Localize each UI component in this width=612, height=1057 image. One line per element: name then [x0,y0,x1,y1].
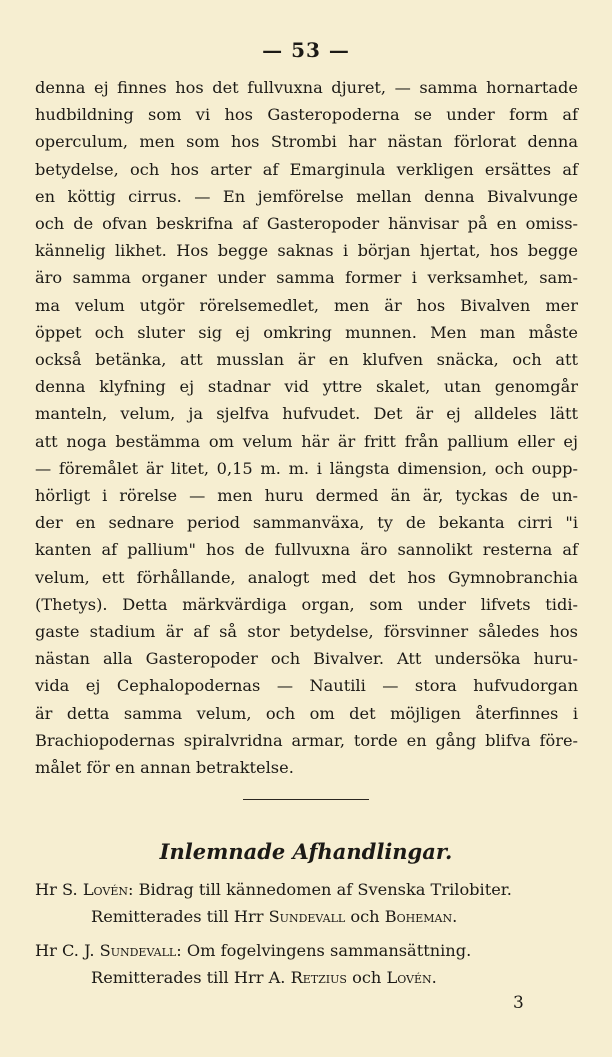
body-line: vida ej Cephalopodernas — Nautili — stora hufvudorgan [35,676,578,696]
entry-referee: Sundevall [268,907,346,927]
submission-entry [35,876,578,930]
entry-end: . [452,907,458,927]
entry-title-line [35,937,578,964]
section-divider [243,799,369,800]
entry-author: Sundevall [99,941,177,960]
body-line: velum, ett förhållande, analogt med det hos Gymnobranchia [35,567,578,587]
entry-end: . [431,968,437,988]
entry-author: Lovén [82,880,128,899]
entry-text: : Bidrag till kännedomen af Svenska Trilobiter. [128,880,512,899]
body-line: (Thetys). Detta märkvärdiga organ, som under lifvets tidi- [35,594,578,614]
page-header: — 53 — [262,38,350,62]
body-line: är detta samma velum, och om det möjligen återfinnes i [35,703,578,723]
body-line: hudbildning som vi hos Gasteropoderna se under form af [35,105,578,125]
body-line: hörligt i rörelse — men huru dermed än är, tyckas de un- [35,486,578,506]
body-line: äro samma organer under samma former i verksamhet, sam- [35,268,578,288]
body-line: också betänka, att musslan är en klufven snäcka, och att [35,350,578,370]
entry-prefix: Hr S. [35,880,83,899]
entry-text: : Om fogelvingens sammansättning. [176,941,472,960]
body-line: manteln, velum, ja sjelfva hufvudet. Det är ej alldeles lätt [35,404,578,424]
entry-referee: Lovén [386,968,432,988]
body-line: ma velum utgör rörelsemedlet, men är hos Bivalven mer [35,295,578,315]
entry-title-line [35,876,578,903]
body-line: gaste stadium är af så stor betydelse, försvinner således hos [35,622,578,642]
body-line: betydelse, och hos arter af Emarginula verkligen ersättes af [35,159,578,179]
entry-conjunction: och [345,907,385,927]
body-line: operculum, men som hos Strombi har nästan förlorat denna [35,132,578,152]
body-line: och de ofvan beskrifna af Gasteropoder hänvisar på en omiss- [35,214,578,234]
body-line: denna ej finnes hos det fullvuxna djuret, — samma hornartade [35,78,578,97]
body-text [35,74,578,781]
entry-conjunction: och [346,968,387,988]
body-line: — föremålet är litet, 0,15 m. m. i längsta dimension, och oupp- [35,458,578,478]
entry-referral-prefix: Remitterades till Hrr [91,907,269,927]
entry-referee: Retzius [290,968,347,988]
section-title: Inlemnade Afhandlingar. [159,839,453,864]
body-line: kännelig likhet. Hos begge saknas i början hjertat, hos begge [35,241,578,261]
body-line: öppet och sluter sig ej omkring munnen. Men man måste [35,322,578,342]
body-line: denna klyfning ej stadnar vid yttre skalet, utan genomgår [35,377,578,397]
body-line: nästan alla Gasteropoder och Bivalver. Att undersöka huru- [35,649,578,669]
signature-mark: 3 [513,993,524,1013]
body-line: att noga bestämma om velum här är fritt från pallium eller ej [35,431,578,451]
body-line: Brachiopodernas spiralvridna armar, torde en gång blifva före- [35,730,578,750]
body-line: kanten af pallium" hos de fullvuxna äro sannolikt resterna af [35,540,578,560]
entry-prefix: Hr C. J. [35,941,100,960]
entry-referee: Boheman [384,907,453,927]
entry-referral-prefix: Remitterades till Hrr A. [91,968,291,988]
entry-referral-line [35,964,578,991]
entry-referral-line [35,903,578,930]
body-line: målet för en annan betraktelse. [35,758,294,778]
body-line: der en sednare period sammanväxa, ty de bekanta cirri "i [35,513,578,533]
body-line: en köttig cirrus. — En jemförelse mellan denna Bivalvunge [35,186,578,206]
submission-entry [35,937,578,991]
